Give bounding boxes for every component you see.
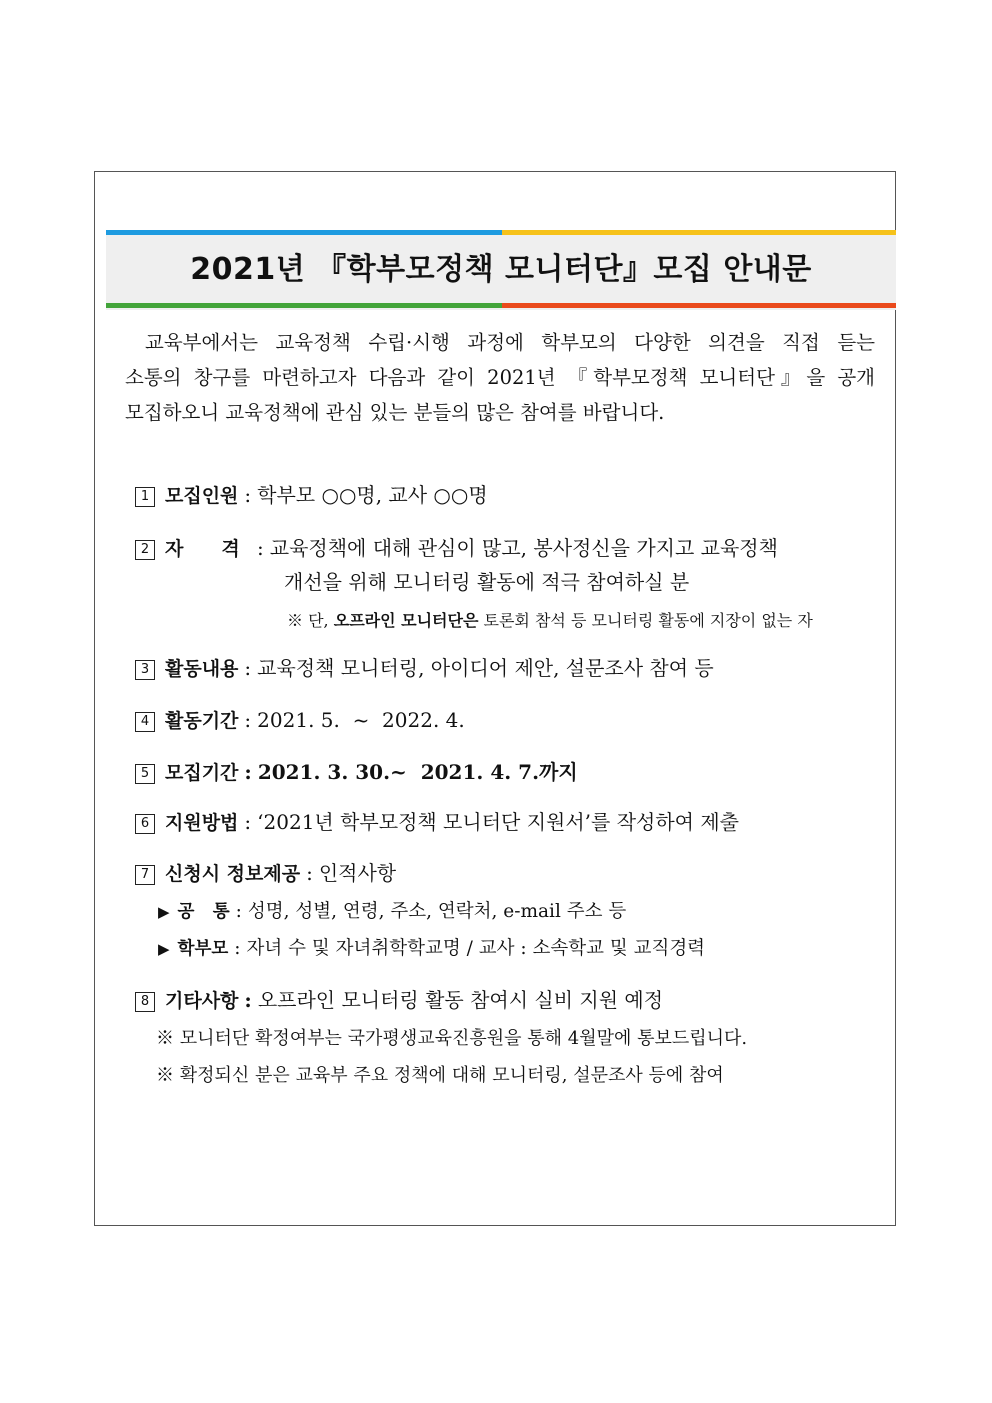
item-number: 2 (135, 540, 155, 560)
intro-line: 소통의 창구를 마련하고자 다음과 같이 2021년 『학부모정책 모니터단』을 공개 (125, 366, 875, 389)
item-number: 5 (135, 764, 155, 784)
item-colon: : (244, 988, 252, 1012)
final-note: ※ 확정되신 분은 교육부 주요 정책에 대해 모니터링, 설문조사 등에 참여 (156, 1065, 724, 1086)
item-apply-method (135, 805, 739, 840)
item-number: 6 (135, 814, 155, 834)
item-other (135, 983, 663, 1018)
final-note: ※ 모니터단 확정여부는 국가평생교육진흥원을 통해 4월말에 통보드립니다. (156, 1028, 748, 1049)
item-value-continued: 개선을 위해 모니터링 활동에 적극 참여하실 분 (284, 570, 690, 594)
qualification-note (287, 608, 813, 634)
item-value: 2021. 3. 30.~ 2021. 4. 7.까지 (257, 760, 578, 784)
page-title: 2021년 『학부모정책 모니터단』모집 안내문 (190, 252, 812, 287)
item-colon: : (244, 708, 252, 732)
item-info-provided (135, 856, 396, 891)
item-qualification (135, 531, 778, 566)
info-sub-common (158, 897, 626, 927)
sub-label: 공 통 (177, 902, 230, 922)
sub-value: 성명, 성별, 연령, 주소, 연락처, e-mail 주소 등 (247, 901, 627, 922)
info-sub-parent (158, 934, 705, 964)
note-prefix: ※ 단, (287, 611, 329, 630)
item-label: 활동기간 (165, 710, 239, 732)
item-label: 활동내용 (165, 658, 239, 680)
item-colon: : (244, 656, 252, 680)
item-colon: : (306, 861, 313, 885)
item-number: 7 (135, 865, 155, 885)
item-label: 모집기간 (165, 762, 239, 784)
item-colon: : (244, 760, 252, 784)
item-number: 3 (135, 660, 155, 680)
intro-line: 모집하오니 교육정책에 관심 있는 분들의 많은 참여를 바랍니다. (125, 401, 665, 424)
item-colon: : (244, 483, 252, 507)
item-value: ‘2021년 학부모정책 모니터단 지원서’를 작성하여 제출 (257, 810, 739, 834)
item-recruit-period (135, 755, 578, 790)
note-rest: 토론회 참석 등 모니터링 활동에 지장이 없는 자 (483, 611, 813, 630)
sub-label: 학부모 (177, 939, 229, 959)
note-bold: 오프라인 모니터단은 (333, 611, 479, 630)
item-value: 인적사항 (318, 861, 397, 885)
item-value: 교육정책 모니터링, 아이디어 제안, 설문조사 참여 등 (257, 656, 714, 680)
item-label: 기타사항 (165, 990, 239, 1012)
arrow-icon: ▶ (158, 903, 170, 921)
title-bar-green (106, 303, 502, 308)
item-number: 8 (135, 992, 155, 1012)
item-value: 2021. 5. ~ 2022. 4. (257, 708, 465, 732)
item-colon: : (257, 536, 264, 560)
item-recruit-count (135, 478, 488, 513)
item-label: 격 (221, 538, 240, 560)
item-label: 지원방법 (165, 812, 239, 834)
item-label: 자 (165, 538, 184, 560)
item-label: 모집인원 (165, 485, 239, 507)
arrow-icon: ▶ (158, 940, 170, 958)
sub-colon: : (234, 938, 241, 959)
intro-paragraph (125, 325, 875, 430)
title-bar-yellow (502, 230, 896, 235)
item-value: 교육정책에 대해 관심이 많고, 봉사정신을 가지고 교육정책 (269, 536, 778, 560)
item-activity (135, 651, 714, 686)
item-value: 오프라인 모니터링 활동 참여시 실비 지원 예정 (257, 988, 664, 1012)
item-number: 4 (135, 712, 155, 732)
sub-colon: : (235, 901, 242, 922)
item-colon: : (244, 810, 252, 834)
title-bar-red (502, 303, 896, 308)
sub-value: 자녀 수 및 자녀취학학교명 / 교사 : 소속학교 및 교직경력 (246, 938, 706, 959)
item-label: 신청시 정보제공 (165, 863, 301, 885)
item-value: 학부모 ○○명, 교사 ○○명 (257, 483, 488, 507)
intro-line: 교육부에서는 교육정책 수립·시행 과정에 학부모의 다양한 의견을 직접 듣는 (145, 331, 875, 354)
item-number: 1 (135, 487, 155, 507)
item-period (135, 703, 465, 738)
title-bar-blue (106, 230, 502, 235)
